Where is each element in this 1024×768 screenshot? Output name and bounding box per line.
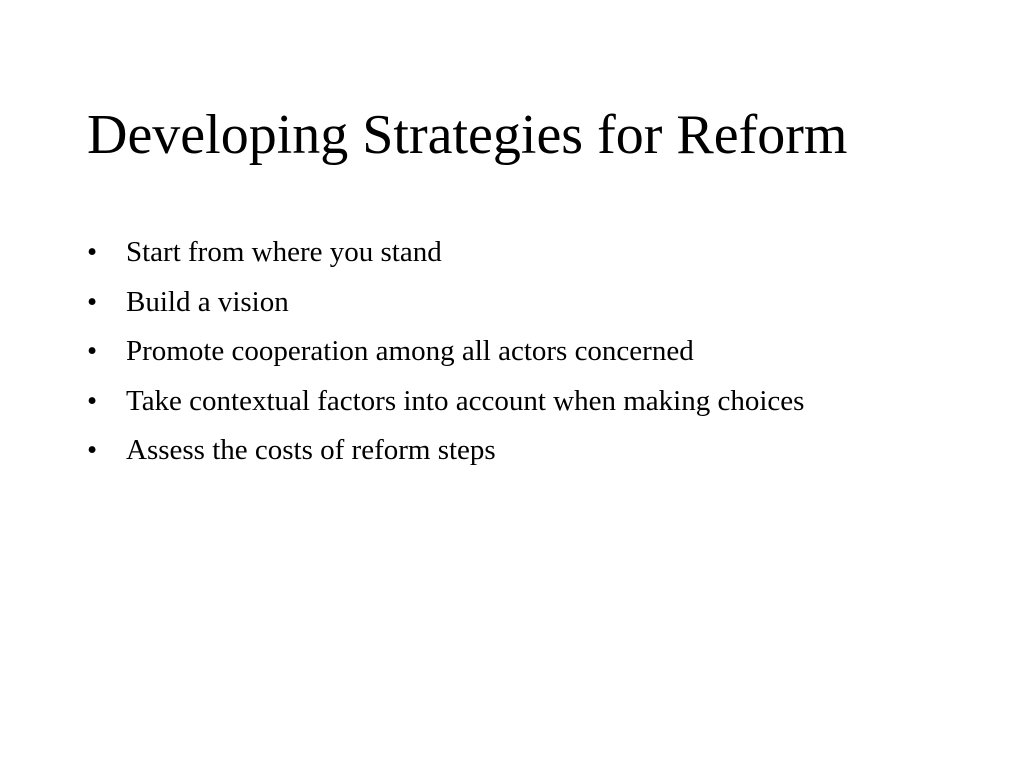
bullet-marker: • (87, 384, 98, 417)
bullet-text-contextual-factors: Take contextual factors into account when making choices (126, 384, 805, 417)
bullet-item (87, 228, 804, 278)
bullet-item (87, 377, 804, 427)
bullet-item (87, 327, 804, 377)
bullet-text-assess-costs: Assess the costs of reform steps (126, 434, 496, 466)
bullet-marker: • (87, 285, 98, 318)
bullet-item (87, 278, 804, 328)
bullet-list (87, 228, 804, 476)
bullet-item (87, 426, 804, 476)
slide-title: Developing Strategies for Reform (87, 104, 848, 166)
bullet-text-build-a-vision: Build a vision (126, 285, 289, 318)
bullet-text-promote-cooperation: Promote cooperation among all actors concerned (126, 335, 694, 367)
bullet-marker: • (87, 335, 98, 367)
bullet-marker: • (87, 434, 98, 466)
bullet-marker: • (87, 236, 98, 268)
bullet-text-start-from-where-you-stand: Start from where you stand (126, 236, 442, 268)
